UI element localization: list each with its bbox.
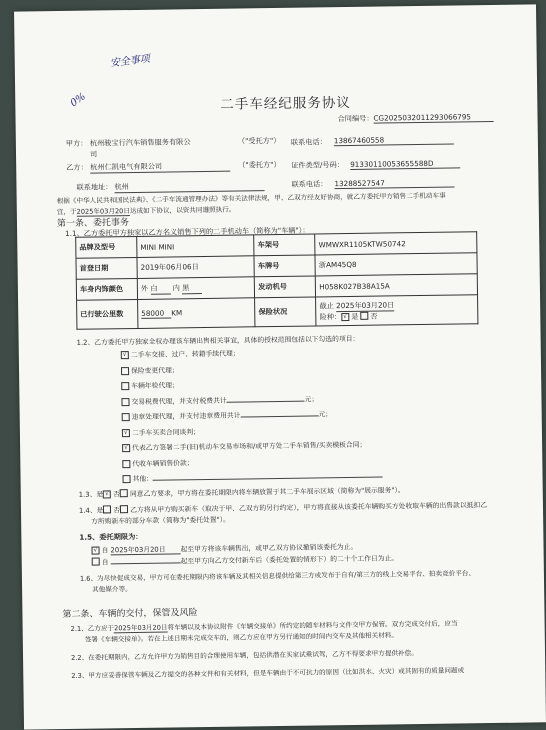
party-a-name: 杭州骏宝行汽车销售服务有限公	[89, 137, 191, 148]
engine-label: 发动机号	[255, 276, 316, 298]
address-phone-label: 联系电话：	[291, 179, 328, 189]
insurance-value: 截止 2025年03月20日 险种： √ 是 否	[316, 295, 478, 326]
mileage-label: 已行驶公里数	[77, 299, 138, 329]
plate-label: 车牌号	[254, 255, 315, 277]
authorization-item	[121, 364, 179, 375]
article-1-title: 第一条、委托事务	[56, 218, 130, 230]
plate-value: 浙AM45Q8	[315, 253, 477, 276]
handwritten-note: 安全事项	[109, 53, 151, 70]
address-value: 杭州	[114, 180, 264, 193]
brand-value: MINI MINI	[137, 235, 255, 258]
term-option-2: 自 起至甲方向乙方交付新车后（委托处置的情形下）的二十个工作日为止。	[92, 552, 399, 566]
clause-2-1-cont: 签署《车辆交接单》。若在上述日期未完成交车的，则乙方应在甲方另行通知的时间内交车及其他相关材料。	[84, 631, 399, 644]
amount-unit: 元；	[304, 394, 319, 404]
brand-label: 品牌及型号	[76, 236, 137, 258]
clause-1-2-intro: 1.2、乙方委托甲方独家全权办理该车辆出售相关事宜，具体的授权范围包括以下勾选的项目：	[76, 334, 360, 347]
clause-1-4-cont: 方所购新车的部分车款（简称为"委托处置"）。	[91, 515, 230, 526]
clause-1-6-cont: 其他媒介等。	[92, 585, 132, 594]
authorization-item-label: 二手车买卖合同谈判；	[131, 427, 200, 437]
authorization-item-label: 代收车辆销售价款；	[132, 458, 194, 468]
party-a-phone-label: 联系电话：	[290, 137, 327, 147]
authorization-item-label: 交易税费代理，并支付税费共计	[131, 396, 227, 406]
engine-value: H058K027B38A15A	[316, 274, 478, 297]
handwritten-side-note: 0%	[68, 91, 88, 110]
color-label: 车身内饰颜色	[76, 278, 137, 300]
authorization-item	[122, 439, 366, 452]
contract-number: 合同编号：CG2025032011293066795	[337, 112, 493, 124]
clause-2-3: 2.3、甲方应妥善保管车辆及乙方提交的各种文件和有关材料，但是车辆由于不可抗力的原因（比如洪水、火灾）或其固有的质量问题或	[71, 666, 465, 680]
term-option-1: √ 自 2025年03月20日 起至甲方将该车辆售出，或甲乙双方协议撤销该委托为止。	[91, 541, 357, 556]
clause-2-2: 2.2、在委托期限内，乙方允许甲方为销售目的合理使用车辆，包括供潜在买家试乘试驾，乙方不得要求甲方提供补偿。	[70, 649, 418, 662]
clause-1-3: 1.3、是 √ 否 同意乙方要求，甲方将在委托期限内将车辆放置于其二手车展示区域（简称为"展示服务"）。	[78, 486, 405, 499]
party-a-phone: 13867460558	[334, 135, 454, 147]
authorization-item	[121, 393, 318, 406]
contract-sheet	[14, 4, 546, 729]
insurance-label: 保险状况	[255, 297, 316, 327]
checkbox[interactable]	[123, 475, 131, 483]
checkbox[interactable]: √	[121, 351, 129, 359]
reg-date-label: 首登日期	[76, 257, 137, 279]
party-a-role: （"受托方"）	[237, 135, 281, 146]
checkbox[interactable]: √	[122, 429, 130, 437]
party-b-id-label: 证件类型/号码：	[291, 160, 345, 170]
authorization-item-label: 代表乙方签署二手(旧)机动车交易市场和/或甲方处二手车销售/买卖模板合同；	[132, 440, 367, 453]
vin-label: 车架号	[254, 234, 315, 256]
authorization-item-label: 违章处理代理，并支付违章费用共计	[131, 411, 241, 422]
color-value: 外 白 内 黑	[137, 277, 255, 300]
article-2-title: 第二条、车辆的交付，保管及风险	[62, 608, 198, 621]
vin-value: WMWXR1105KTW50742	[315, 232, 477, 255]
party-b-name: 杭州仁凯电气有限公司	[90, 161, 230, 174]
authorization-item	[122, 470, 383, 484]
checkbox[interactable]	[122, 460, 130, 468]
party-b-label: 乙方：	[66, 162, 88, 172]
amount-unit: 元；	[318, 410, 333, 419]
checkbox[interactable]	[122, 413, 130, 421]
clause-1-1: 1.1、乙方委托甲方独家以乙方名义销售下列的二手机动车（简称为"车辆"）：	[65, 225, 310, 238]
authorization-item-label: 保险变更代理；	[130, 365, 179, 375]
clause-1-6: 1.6、为尽快促成交易，甲方可在委托期限内将该车辆及其相关信息提供给第三方或发布于自有/第三方的线上交易平台、拍卖竞价平台、	[79, 569, 476, 583]
clause-1-4: 1.4、是 否 乙方将从甲方购买新车（取决于甲、乙双方的另行约定），甲方将直接从该委托车辆购买方处收取车辆的出售款以抵扣乙	[78, 501, 488, 515]
checkbox[interactable]: √	[122, 444, 130, 452]
preamble-line-1: 根据《中华人民共和国民法典》、《二手车流通管理办法》等有关法律法规，甲、乙双方经友好协商，就乙方委托甲方销售二手机动车事	[56, 191, 446, 206]
party-b-role: （"委托方"）	[238, 159, 281, 170]
address-phone: 13288527547	[334, 178, 454, 190]
checkbox[interactable]	[121, 398, 129, 406]
mileage-value: 58000 KM	[138, 298, 256, 329]
clause-2-1: 2.1、乙方应于2025年03月20日将车辆以及本协议附件《车辆交接单》所约定的随车材料与文件交甲方保管。双方完成交付后，应当	[70, 619, 458, 633]
authorization-item-label: 车辆年检代理；	[131, 381, 179, 391]
authorization-item	[122, 426, 200, 437]
address-label: 联系地址：	[76, 182, 113, 192]
authorization-item	[122, 408, 332, 421]
vehicle-table	[75, 231, 478, 330]
party-a-name-cont: 司	[89, 149, 98, 159]
clause-1-5-title: 1.5、委托期限为：	[79, 531, 143, 542]
preamble-line-2: 宜，于2025年03月20日达成如下协议，以资共同遵照执行。	[56, 205, 236, 217]
party-b-id: 91330110053655588D	[350, 158, 460, 170]
reg-date-value: 2019年06月06日	[137, 256, 255, 279]
checkbox[interactable]	[121, 382, 129, 390]
authorization-item	[122, 457, 193, 468]
checkbox[interactable]	[121, 367, 129, 375]
authorization-item	[121, 379, 179, 390]
authorization-item	[121, 348, 240, 360]
party-a-label: 甲方：	[65, 138, 88, 148]
authorization-item-label: 其他：	[132, 474, 154, 484]
authorization-item-label: 二手车交接、过户、转籍手续代理；	[130, 349, 240, 360]
page-title: 二手车经纪服务协议	[220, 94, 351, 113]
